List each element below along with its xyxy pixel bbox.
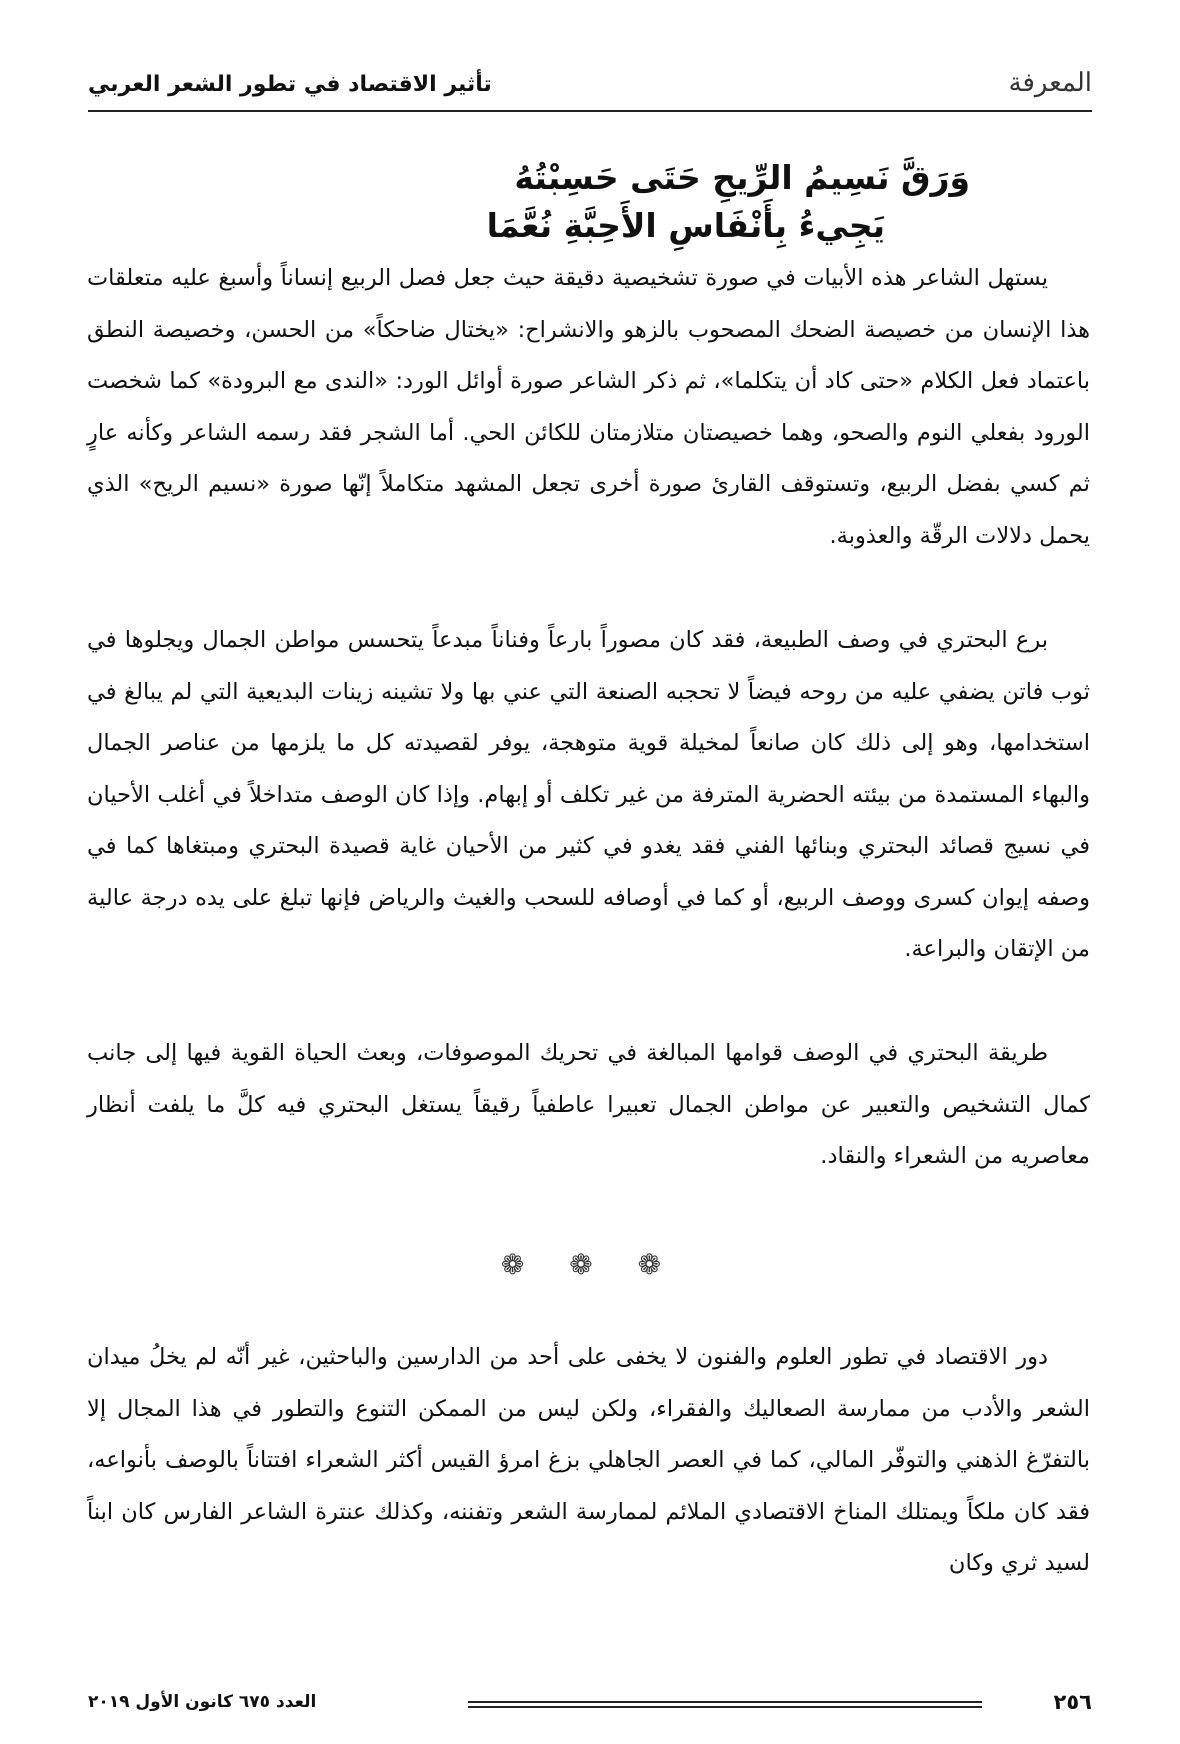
article-title: تأثير الاقتصاد في تطور الشعر العربي [88,72,492,97]
paragraph-2 [87,615,1090,976]
paragraph-4 [87,1332,1090,1590]
section-divider-ornament: ❁ ❁ ❁ [500,1248,680,1281]
page-number: ٢٥٦ [1053,1690,1092,1714]
journal-logo: المعرفة [1008,68,1092,98]
poem-verse-1: وَرَقَّ نَسِيمُ الرِّيحِ حَتَى حَسِبْتُهُ [514,158,970,197]
paragraph-1-text: يستهل الشاعر هذه الأبيات في صورة تشخيصية دقيقة حيث جعل فصل الربيع إنساناً وأسبغ عليه متعلقات هذا الإنسان من خصيصة الضحك المصحوب بالزهو والانشراح: «يختال ضاحكاً» من الحسن، وخصيصة النطق باعتماد فعل الكلام «حتى كاد أن يتكلما»، ثم ذكر الشاعر صورة أوائل الورد: «الندى مع البرودة» كما شخصت الورود بفعلي النوم والصحو، وهما خصيصتان متلازمتان للكائن الحي. أما الشجر فقد رسمه الشاعر وكأنه عارٍ ثم كسي بفضل الربيع، وتستوقف القارئ صورة أخرى تجعل المشهد متكاملاً إنّها صورة «نسيم الريح» الذي يحمل دلالات الرقّة والعذوبة. [87,265,1090,549]
running-header [88,62,1092,112]
issue-info: العدد ٦٧٥ كانون الأول ٢٠١٩ [88,1692,317,1712]
paragraph-2-text: برع البحتري في وصف الطبيعة، فقد كان مصوراً بارعاً وفناناً مبدعاً يتحسس مواطن الجمال ويجلوها في ثوب فاتن يضفي عليه من روحه فيضاً لا تحجبه الصنعة التي عني بها ولا تشينه زينات البديعية التي لم يبالغ في استخدامها، وهو إلى ذلك كان صانعاً لمخيلة قوية متوهجة، يوفر لقصيدته كل ما يلزمها من عناصر الجمال والبهاء المستمدة من بيئته الحضرية المترفة من غير تكلف أو إبهام. وإذا كان الوصف متداخلاً في أغلب الأحيان في نسيج قصائد البحتري وبنائها الفني فقد يغدو في كثير من الأحيان غاية قصيدة البحتري ومبتغاها كما في وصفه إيوان كسرى ووصف الربيع، أو كما في أوصافه للسحب والغيث والرياض فإنها تبلغ على يده درجة عالية من الإتقان والبراعة. [87,627,1090,962]
page-footer [88,1690,1092,1720]
paragraph-3-text: طريقة البحتري في الوصف قوامها المبالغة في تحريك الموصوفات، وبعث الحياة القوية فيها إلى جانب كمال التشخيص والتعبير عن مواطن الجمال تعبيرا عاطفياً رقيقاً يستغل البحتري فيه كلَّ ما يلفت أنظار معاصريه من الشعراء والنقاد. [87,1040,1090,1169]
paragraph-3 [87,1028,1090,1183]
paragraph-1 [87,253,1090,562]
paragraph-4-text: دور الاقتصاد في تطور العلوم والفنون لا يخفى على أحد من الدارسين والباحثين، غير أنّه لم يخلُ ميدان الشعر والأدب من ممارسة الصعاليك والفقراء، ولكن ليس من الممكن التنوع والتطور في هذا المجال إلا بالتفرّغ الذهني والتوفّر المالي، كما في العصر الجاهلي بزغ امرؤ القيس أكثر الشعراء افتتاناً بالوصف بأنواعه، فقد كان ملكاً ويمتلك المناخ الاقتصادي الملائم لممارسة الشعر وتفننه، وكذلك عنترة الشاعر الفارس كان ابناً لسيد ثري وكان [87,1344,1090,1576]
footer-rule [468,1701,982,1708]
poem-verse-2: يَجِيءُ بِأَنْفَاسِ الأَحِبَّةِ نُعَّمَا [486,206,885,245]
